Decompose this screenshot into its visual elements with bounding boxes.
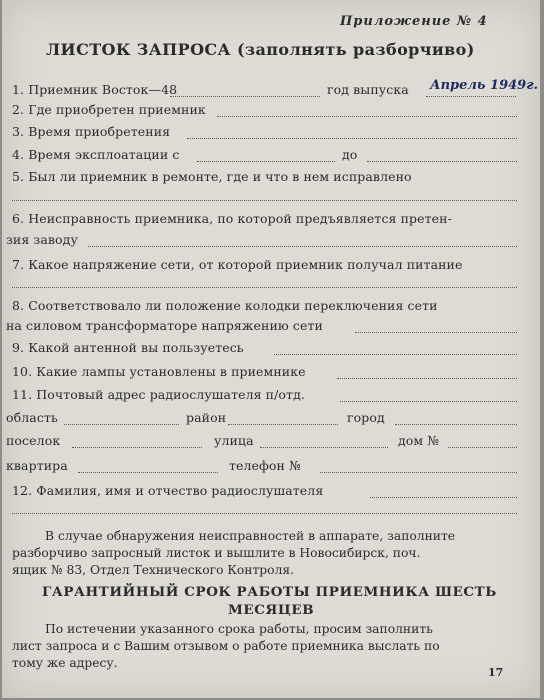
q2-line xyxy=(217,116,517,117)
house-line xyxy=(448,447,517,448)
q4-to-line xyxy=(367,161,517,162)
q9-line xyxy=(274,354,517,355)
region-line xyxy=(64,424,179,425)
q12-line-2 xyxy=(12,513,517,514)
phone-line xyxy=(320,472,517,473)
q11-po-line xyxy=(340,401,517,402)
q1-year-line xyxy=(426,96,516,97)
q12-label: 12. Фамилия, имя и отчество радиослушателя xyxy=(12,483,324,498)
q10-line xyxy=(337,378,517,379)
document-page xyxy=(2,0,540,698)
notice-line3: ящик № 83, Отдел Технического Контроля. xyxy=(12,563,295,577)
q1-year-label: год выпуска xyxy=(327,82,409,97)
q1-year-handwritten: Апрель 1949г. xyxy=(430,78,539,93)
apartment-line xyxy=(78,472,218,473)
apartment-label: квартира xyxy=(6,458,68,473)
q7-line xyxy=(12,287,517,288)
q5-label: 5. Был ли приемник в ремонте, где и что в нем исправлено xyxy=(12,169,412,184)
q1-label: 1. Приемник Восток—48 xyxy=(12,82,178,97)
city-label: город xyxy=(347,410,385,425)
q3-line xyxy=(187,138,517,139)
q4-label: 4. Время эксплоатации с xyxy=(12,147,180,162)
q6-label-line2: зия заводу xyxy=(6,232,78,247)
q6-label-line1: 6. Неисправность приемника, по которой предъявляется претен- xyxy=(12,211,452,226)
warranty-text-line3: тому же адресу. xyxy=(12,656,118,670)
q5-line xyxy=(12,200,517,201)
notice-line1: В случае обнаружения неисправностей в аппарате, заполните xyxy=(45,529,456,543)
warranty-title-line1: ГАРАНТИЙНЫЙ СРОК РАБОТЫ ПРИЕМНИКА ШЕСТЬ xyxy=(42,584,497,600)
street-label: улица xyxy=(214,433,254,448)
q6-line xyxy=(88,246,517,247)
q8-label-line2: на силовом трансформаторе напряжению сети xyxy=(6,318,323,333)
q8-label-line1: 8. Соответствовало ли положение колодки переключения сети xyxy=(12,298,438,313)
notice-line2: разборчиво запросный листок и вышлите в Новосибирск, поч. xyxy=(12,546,421,560)
q2-label: 2. Где приобретен приемник xyxy=(12,102,206,117)
q9-label: 9. Какой антенной вы пользуетесь xyxy=(12,340,244,355)
house-label: дом № xyxy=(398,433,440,448)
settlement-line xyxy=(72,447,202,448)
q4-from-line xyxy=(197,161,335,162)
page-title: ЛИСТОК ЗАПРОСА (заполнять разборчиво) xyxy=(46,40,475,59)
district-label: район xyxy=(186,410,227,425)
region-label: область xyxy=(6,410,58,425)
page-number: 17 xyxy=(488,666,504,679)
q11-label: 11. Почтовый адрес радиослушателя п/отд. xyxy=(12,387,305,402)
phone-label: телефон № xyxy=(229,458,301,473)
district-line xyxy=(228,424,338,425)
q10-label: 10. Какие лампы установлены в приемнике xyxy=(12,364,306,379)
street-line xyxy=(260,447,388,448)
warranty-text-line2: лист запроса и с Вашим отзывом о работе приемника выслать по xyxy=(12,639,440,653)
warranty-title-line2: МЕСЯЦЕВ xyxy=(228,602,315,618)
q3-label: 3. Время приобретения xyxy=(12,124,171,139)
settlement-label: поселок xyxy=(6,433,61,448)
appendix-label: Приложение № 4 xyxy=(340,14,488,29)
q12-line xyxy=(370,497,517,498)
q8-line xyxy=(355,332,517,333)
q1-line xyxy=(170,96,320,97)
q4-to-label: до xyxy=(342,147,358,162)
city-line xyxy=(395,424,517,425)
warranty-text-line1: По истечении указанного срока работы, просим заполнить xyxy=(45,622,433,636)
q7-label: 7. Какое напряжение сети, от которой приемник получал питание xyxy=(12,257,463,272)
